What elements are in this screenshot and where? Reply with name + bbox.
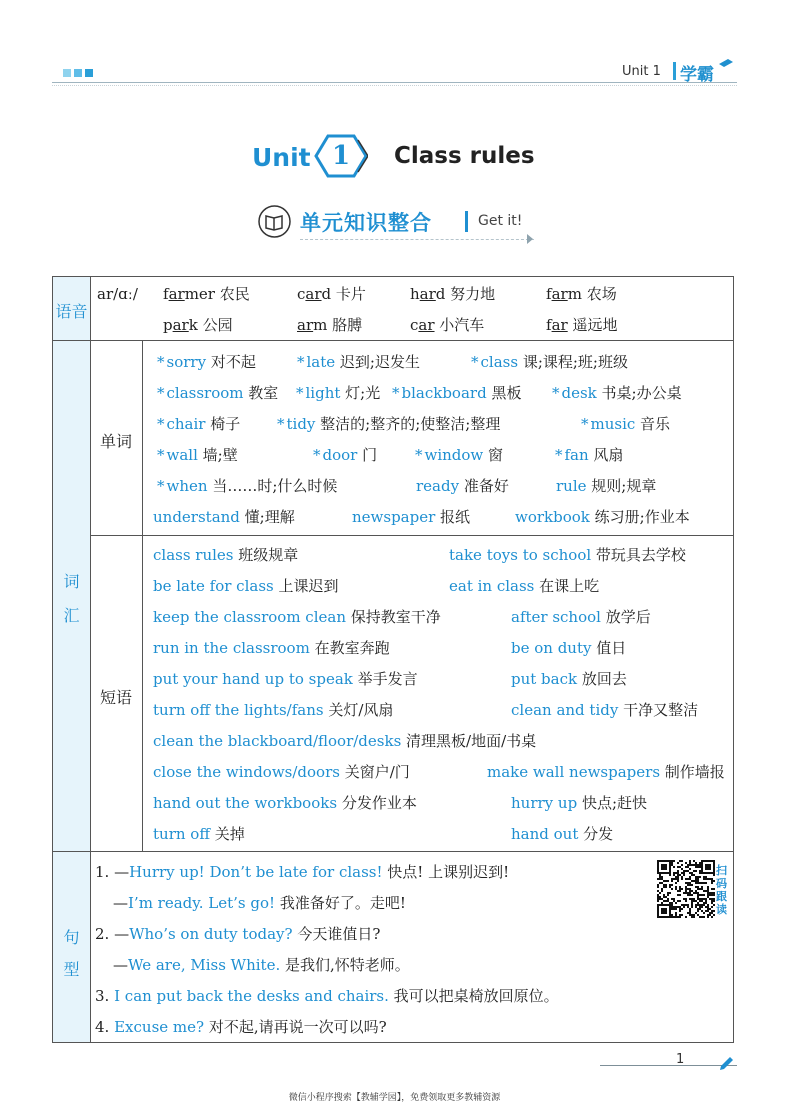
phrase-english: after school (511, 608, 601, 626)
phrase-entry (153, 576, 339, 596)
phrase-entry (153, 545, 298, 565)
pron-word (410, 284, 495, 304)
phrase-english: hurry up (511, 794, 578, 812)
phrase-chinese: 举手发言 (352, 670, 418, 688)
word-english: ready (416, 477, 460, 495)
word-chinese: 迟到;迟发生 (335, 353, 420, 371)
word-chinese: 灯;光 (340, 384, 381, 402)
word-english: when (166, 477, 208, 495)
phrase-entry (153, 638, 390, 658)
word-chinese: 黑板 (486, 384, 522, 402)
phrase-entry (487, 762, 725, 782)
word-entry (313, 445, 377, 465)
pron-word-sound: ar (419, 285, 436, 303)
sentence-chinese: 对不起,请再说一次可以吗? (204, 1018, 387, 1036)
phrase-entry (449, 545, 686, 565)
word-english: workbook (515, 508, 590, 526)
star-icon: * (581, 415, 589, 433)
sentence-english: We are, Miss White. (128, 956, 281, 974)
phrase-entry (153, 824, 245, 844)
sentence-english: Excuse me? (114, 1018, 205, 1036)
section-underline (300, 239, 534, 240)
sentence-label-1: 句 (63, 928, 80, 947)
word-entry (153, 507, 295, 527)
unit-title: Class rules (394, 143, 535, 169)
phrase-entry (511, 793, 647, 813)
star-icon: * (313, 446, 321, 464)
pron-word (546, 284, 617, 304)
phrase-english: make wall newspapers (487, 763, 661, 781)
phrase-entry (511, 700, 698, 720)
sentence-line (113, 893, 406, 913)
word-english: fan (564, 446, 589, 464)
word-english: newspaper (352, 508, 436, 526)
pron-sound: ar/ɑː/ (97, 285, 138, 303)
word-chinese: 准备好 (459, 477, 509, 495)
phrase-chinese: 在课上吃 (534, 577, 600, 595)
book-icon (258, 205, 291, 238)
phrase-chinese: 保持教室干净 (346, 608, 441, 626)
word-english: door (322, 446, 358, 464)
phrase-entry (511, 669, 627, 689)
phrase-entry (153, 607, 441, 627)
star-icon: * (555, 446, 563, 464)
phrase-chinese: 分发 (578, 825, 614, 843)
word-english: light (305, 384, 341, 402)
word-chinese: 报纸 (435, 508, 471, 526)
sentence-label-2: 型 (63, 960, 80, 979)
star-icon: * (297, 353, 305, 371)
sentence-line (95, 986, 559, 1006)
pron-word (410, 315, 484, 335)
phrase-english: clean and tidy (511, 701, 619, 719)
pron-word-meaning: 农民 (214, 285, 250, 303)
header-rule-dotted (52, 85, 737, 86)
word-entry (157, 352, 256, 372)
sentence-line (95, 924, 380, 944)
pron-word-suffix: k (188, 316, 198, 334)
unit-number-badge (314, 134, 368, 178)
word-entry (471, 352, 628, 372)
word-entry (392, 383, 521, 403)
word-entry (555, 445, 623, 465)
sentence-english: I can put back the desks and chairs. (114, 987, 389, 1005)
star-icon: * (157, 477, 165, 495)
phrase-entry (153, 793, 417, 813)
word-entry (157, 476, 337, 496)
sentence-english: Who’s on duty today? (129, 925, 293, 943)
word-english: window (424, 446, 484, 464)
sentence-chinese: 今天谁值日? (292, 925, 381, 943)
word-chinese: 整洁的;整齐的;使整洁;整理 (315, 415, 501, 433)
sentence-dash: — (114, 863, 130, 881)
page-number: 1 (676, 1052, 685, 1067)
phrase-entry (449, 576, 599, 596)
section-divider (465, 211, 468, 232)
word-entry (556, 476, 656, 496)
section-subtitle: Get it! (478, 213, 523, 229)
sentence-dash: — (113, 956, 128, 974)
word-entry (515, 507, 690, 527)
vocab-label-1: 词 (63, 572, 80, 591)
pron-word-sound: ar (305, 285, 322, 303)
phrase-english: be late for class (153, 577, 274, 595)
header-decoration (63, 69, 93, 77)
pron-word-meaning: 小汽车 (434, 316, 485, 334)
word-chinese: 书桌;办公桌 (596, 384, 682, 402)
phrase-entry (511, 638, 626, 658)
phrase-chinese: 班级规章 (233, 546, 299, 564)
pron-word-sound: ar (297, 316, 314, 334)
phrase-entry (153, 700, 393, 720)
word-entry (296, 383, 380, 403)
word-chinese: 窗 (483, 446, 504, 464)
phrase-english: put your hand up to speak (153, 670, 353, 688)
word-english: music (590, 415, 636, 433)
word-chinese: 练习册;作业本 (589, 508, 690, 526)
summary-table (52, 276, 734, 1043)
pron-word-meaning: 努力地 (445, 285, 496, 303)
sentence-chinese: 是我们,怀特老师。 (280, 956, 410, 974)
word-chinese: 音乐 (635, 415, 671, 433)
pron-word (163, 315, 233, 335)
phrase-entry (153, 669, 418, 689)
header-divider (673, 62, 676, 80)
word-chinese: 墙;壁 (197, 446, 238, 464)
phrase-english: turn off (153, 825, 210, 843)
pron-word (546, 315, 617, 335)
phrase-chinese: 带玩具去学校 (591, 546, 686, 564)
phrase-chinese: 制作墙报 (660, 763, 725, 781)
phrase-chinese: 分发作业本 (337, 794, 417, 812)
pen-icon (717, 1055, 735, 1073)
pron-word-prefix: f (163, 285, 169, 303)
pron-word-meaning: 农场 (581, 285, 617, 303)
phrase-english: run in the classroom (153, 639, 310, 657)
phrase-english: be on duty (511, 639, 592, 657)
pron-word-prefix: c (297, 285, 306, 303)
phrase-chinese: 快点;赶快 (577, 794, 647, 812)
phrase-entry (511, 607, 651, 627)
sentence-dash: — (114, 925, 130, 943)
pron-word-meaning: 胳膊 (327, 316, 363, 334)
phrase-chinese: 关窗户/门 (339, 763, 410, 781)
word-chinese: 门 (357, 446, 378, 464)
star-icon: * (277, 415, 285, 433)
pron-word-prefix: f (546, 285, 552, 303)
pron-word-sound: ar (168, 285, 185, 303)
phrase-chinese: 上课迟到 (273, 577, 339, 595)
pron-word-meaning: 公园 (197, 316, 233, 334)
word-english: desk (561, 384, 597, 402)
pron-word-suffix: m (313, 316, 328, 334)
pron-word-prefix: f (546, 316, 552, 334)
pron-word (163, 284, 250, 304)
star-icon: * (157, 353, 165, 371)
sentence-chinese: 快点! 上课别迟到! (382, 863, 510, 881)
phrase-chinese: 关掉 (209, 825, 245, 843)
qr-label: 扫码跟读 (716, 864, 727, 916)
word-chinese: 懂;理解 (239, 508, 295, 526)
unit-number: 1 (331, 141, 351, 171)
phrase-english: hand out the workbooks (153, 794, 338, 812)
pron-word-prefix: h (410, 285, 420, 303)
word-english: tidy (286, 415, 316, 433)
word-english: rule (556, 477, 587, 495)
word-english: understand (153, 508, 240, 526)
star-icon: * (415, 446, 423, 464)
word-entry (157, 414, 240, 434)
phrase-entry (511, 824, 613, 844)
sentence-chinese: 我可以把桌椅放回原位。 (388, 987, 559, 1005)
word-chinese: 椅子 (205, 415, 241, 433)
word-entry (416, 476, 509, 496)
sentence-dash: — (113, 894, 128, 912)
word-chinese: 对不起 (206, 353, 256, 371)
pron-word-sound: ar (551, 316, 568, 334)
phrase-entry (153, 731, 536, 751)
word-chinese: 规则;规章 (586, 477, 657, 495)
word-entry (352, 507, 470, 527)
phrase-english: keep the classroom clean (153, 608, 346, 626)
word-chinese: 教室 (243, 384, 279, 402)
header-unit-label: Unit 1 (622, 64, 661, 79)
word-entry (552, 383, 682, 403)
sentence-number: 1. (95, 863, 115, 881)
sentence-chinese: 我准备好了。走吧! (275, 894, 406, 912)
phrase-chinese: 放学后 (600, 608, 651, 626)
pron-word-meaning: 卡片 (331, 285, 366, 303)
phrase-english: class rules (153, 546, 234, 564)
sentence-english: I’m ready. Let’s go! (128, 894, 276, 912)
phrase-chinese: 在教室奔跑 (309, 639, 390, 657)
word-english: chair (166, 415, 206, 433)
vocab-header-cell (53, 341, 90, 851)
phrase-english: eat in class (449, 577, 535, 595)
pron-word-suffix: mer (184, 285, 215, 303)
footer-note: 微信小程序搜索【教辅学园】，免费领取更多教辅资源 (288, 1093, 501, 1103)
phrase-english: put back (511, 670, 578, 688)
unit-label: Unit (252, 143, 311, 172)
arrow-icon (527, 234, 533, 244)
pron-word (297, 284, 366, 304)
pron-word-prefix: c (410, 316, 419, 334)
mortarboard-icon (718, 58, 734, 70)
pron-label: 语音 (55, 302, 88, 321)
word-english: blackboard (401, 384, 487, 402)
pron-word-meaning: 遥远地 (567, 316, 618, 334)
sentence-english: Hurry up! Don’t be late for class! (129, 863, 383, 881)
star-icon: * (296, 384, 304, 402)
header-rule (52, 82, 737, 83)
pron-word-sound: ar (418, 316, 435, 334)
phrase-entry (153, 762, 410, 782)
phrase-english: hand out (511, 825, 579, 843)
pron-word-suffix: d (321, 285, 332, 303)
phrase-chinese: 清理黑板/地面/书桌 (401, 732, 537, 750)
phrase-chinese: 值日 (591, 639, 627, 657)
pron-word (297, 315, 362, 335)
word-entry (157, 383, 278, 403)
phrase-english: take toys to school (449, 546, 592, 564)
section-title: 单元知识整合 (300, 211, 432, 235)
phrase-english: turn off the lights/fans (153, 701, 324, 719)
sentence-line (95, 862, 509, 882)
word-english: class (480, 353, 519, 371)
word-english: classroom (166, 384, 244, 402)
words-label: 单词 (99, 432, 132, 451)
star-icon: * (552, 384, 560, 402)
star-icon: * (392, 384, 400, 402)
word-english: wall (166, 446, 198, 464)
word-chinese: 当……时;什么时候 (207, 477, 338, 495)
word-chinese: 课;课程;班;班级 (518, 353, 628, 371)
sentence-line (113, 955, 410, 975)
word-chinese: 风扇 (588, 446, 624, 464)
phrase-english: close the windows/doors (153, 763, 340, 781)
word-english: sorry (166, 353, 207, 371)
sentence-number: 4. (95, 1018, 115, 1036)
sentence-line (95, 1017, 387, 1037)
star-icon: * (157, 446, 165, 464)
pron-word-prefix: p (163, 316, 173, 334)
sentence-number: 3. (95, 987, 115, 1005)
word-entry (297, 352, 420, 372)
star-icon: * (471, 353, 479, 371)
vocab-label-2: 汇 (63, 606, 80, 625)
brand-logo: 学霸 (680, 65, 714, 85)
word-entry (157, 445, 238, 465)
word-entry (277, 414, 500, 434)
phrase-english: clean the blackboard/floor/desks (153, 732, 402, 750)
sentence-number: 2. (95, 925, 115, 943)
pron-word-sound: ar (172, 316, 189, 334)
star-icon: * (157, 384, 165, 402)
pron-word-sound: ar (551, 285, 568, 303)
word-entry (581, 414, 670, 434)
phrase-chinese: 放回去 (577, 670, 627, 688)
star-icon: * (157, 415, 165, 433)
phrase-chinese: 关灯/风扇 (323, 701, 394, 719)
word-english: late (306, 353, 336, 371)
pron-word-suffix: d (435, 285, 446, 303)
phrase-chinese: 干净又整洁 (618, 701, 699, 719)
pron-word-suffix: m (567, 285, 582, 303)
word-entry (415, 445, 503, 465)
phrases-label: 短语 (99, 688, 132, 707)
qr-code[interactable] (657, 860, 715, 918)
